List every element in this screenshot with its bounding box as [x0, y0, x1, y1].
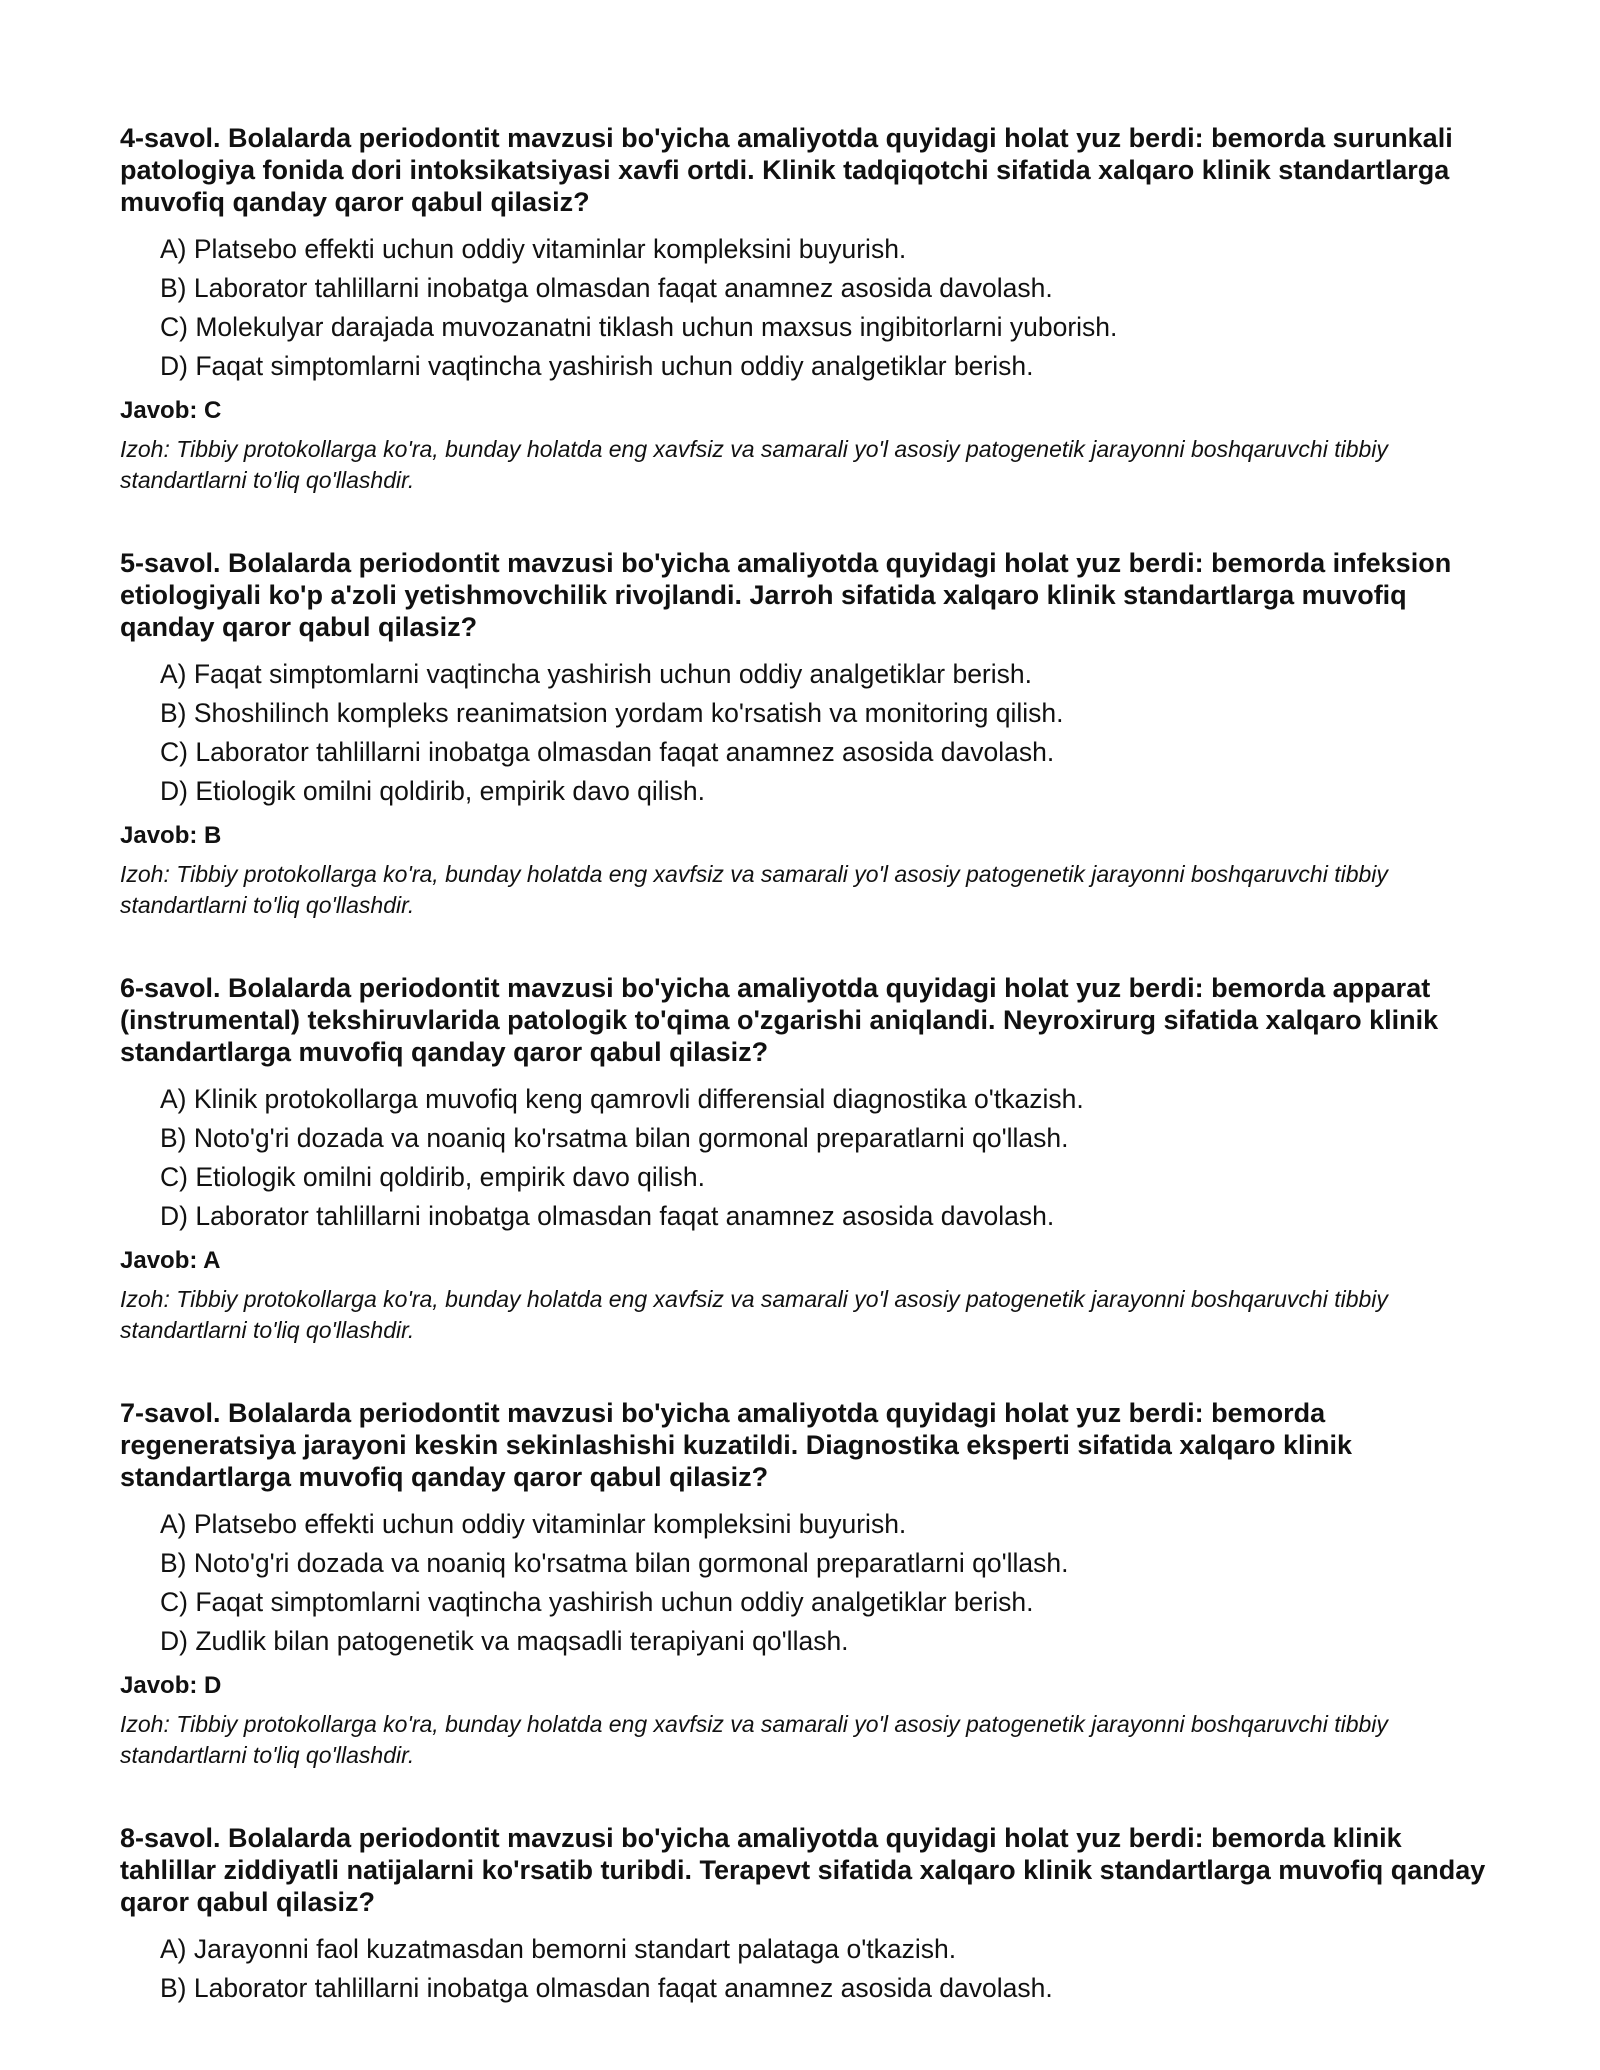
- option-a: A) Platsebo effekti uchun oddiy vitaminlar kompleksini buyurish.: [160, 234, 907, 264]
- document-page: [120, 122, 1500, 2059]
- question-5: [120, 547, 1500, 921]
- option-d: D) Etiologik omilni qoldirib, empirik davo qilish.: [160, 776, 705, 806]
- question-title: 4-savol. Bolalarda periodontit mavzusi bo'yicha amaliyotda quyidagi holat yuz berdi: bemorda surunkali patologiya fonida dori intoksikatsiyasi xavfi ortdi. Klinik tadqiqotchi sifatida xalqaro klinik standartlarga muvofiq qanday qaror qabul qilasiz?: [120, 123, 1453, 217]
- option-c: C) Etiologik omilni qoldirib, empirik davo qilish.: [160, 1162, 705, 1192]
- explanation-note: Izoh: Tibbiy protokollarga ko'ra, bunday holatda eng xavfsiz va samarali yo'l asosiy patogenetik jarayonni boshqaruvchi tibbiy standartlarni to'liq qo'llashdir.: [120, 861, 1388, 918]
- question-7: [120, 1397, 1500, 1771]
- options-list: [120, 1930, 1500, 2008]
- option-a: A) Jarayonni faol kuzatmasdan bemorni standart palataga o'tkazish.: [160, 1934, 957, 1964]
- option-d: D) Laborator tahlillarni inobatga olmasdan faqat anamnez asosida davolash.: [160, 1201, 1055, 1231]
- explanation-note: Izoh: Tibbiy protokollarga ko'ra, bunday holatda eng xavfsiz va samarali yo'l asosiy patogenetik jarayonni boshqaruvchi tibbiy standartlarni to'liq qo'llashdir.: [120, 1286, 1388, 1343]
- option-d: D) Faqat simptomlarni vaqtincha yashirish uchun oddiy analgetiklar berish.: [160, 351, 1034, 381]
- option-a: A) Klinik protokollarga muvofiq keng qamrovli differensial diagnostika o'tkazish.: [160, 1084, 1084, 1114]
- options-list: [120, 230, 1500, 386]
- option-c: C) Laborator tahlillarni inobatga olmasdan faqat anamnez asosida davolash.: [160, 737, 1055, 767]
- question-8: [120, 1822, 1500, 2008]
- option-b: B) Noto'g'ri dozada va noaniq ko'rsatma bilan gormonal preparatlarni qo'llash.: [160, 1548, 1069, 1578]
- question-4: [120, 122, 1500, 496]
- options-list: [120, 1080, 1500, 1236]
- options-list: [120, 655, 1500, 811]
- option-a: A) Faqat simptomlarni vaqtincha yashirish uchun oddiy analgetiklar berish.: [160, 659, 1032, 689]
- option-b: B) Shoshilinch kompleks reanimatsion yordam ko'rsatish va monitoring qilish.: [160, 698, 1064, 728]
- option-d: D) Zudlik bilan patogenetik va maqsadli terapiyani qo'llash.: [160, 1626, 849, 1656]
- option-c: C) Molekulyar darajada muvozanatni tiklash uchun maxsus ingibitorlarni yuborish.: [160, 312, 1118, 342]
- question-title: 8-savol. Bolalarda periodontit mavzusi bo'yicha amaliyotda quyidagi holat yuz berdi: bemorda klinik tahlillar ziddiyatli natijalarni ko'rsatib turibdi. Terapevt sifatida xalqaro klinik standartlarga muvofiq qanday qaror qabul qilasiz?: [120, 1823, 1486, 1917]
- options-list: [120, 1505, 1500, 1661]
- option-c: C) Faqat simptomlarni vaqtincha yashirish uchun oddiy analgetiklar berish.: [160, 1587, 1034, 1617]
- explanation-note: Izoh: Tibbiy protokollarga ko'ra, bunday holatda eng xavfsiz va samarali yo'l asosiy patogenetik jarayonni boshqaruvchi tibbiy standartlarni to'liq qo'llashdir.: [120, 436, 1388, 493]
- question-title: 5-savol. Bolalarda periodontit mavzusi bo'yicha amaliyotda quyidagi holat yuz berdi: bemorda infeksion etiologiyali ko'p a'zoli yetishmovchilik rivojlandi. Jarroh sifatida xalqaro klinik standartlarga muvofiq qanday qaror qabul qilasiz?: [120, 548, 1452, 642]
- answer-label: Javob: D: [120, 1672, 222, 1699]
- answer-label: Javob: A: [120, 1247, 221, 1274]
- option-b: B) Noto'g'ri dozada va noaniq ko'rsatma bilan gormonal preparatlarni qo'llash.: [160, 1123, 1069, 1153]
- option-a: A) Platsebo effekti uchun oddiy vitaminlar kompleksini buyurish.: [160, 1509, 907, 1539]
- question-title: 7-savol. Bolalarda periodontit mavzusi bo'yicha amaliyotda quyidagi holat yuz berdi: bemorda regeneratsiya jarayoni keskin sekinlashishi kuzatildi. Diagnostika eksperti sifatida xalqaro klinik standartlarga muvofiq qanday qaror qabul qilasiz?: [120, 1398, 1353, 1492]
- answer-label: Javob: C: [120, 397, 222, 424]
- question-6: [120, 972, 1500, 1346]
- explanation-note: Izoh: Tibbiy protokollarga ko'ra, bunday holatda eng xavfsiz va samarali yo'l asosiy patogenetik jarayonni boshqaruvchi tibbiy standartlarni to'liq qo'llashdir.: [120, 1711, 1388, 1768]
- question-title: 6-savol. Bolalarda periodontit mavzusi bo'yicha amaliyotda quyidagi holat yuz berdi: bemorda apparat (instrumental) tekshiruvlarida patologik to'qima o'zgarishi aniqlandi. Neyroxirurg sifatida xalqaro klinik standartlarga muvofiq qanday qaror qabul qilasiz?: [120, 973, 1439, 1067]
- option-b: B) Laborator tahlillarni inobatga olmasdan faqat anamnez asosida davolash.: [160, 1973, 1053, 2003]
- option-b: B) Laborator tahlillarni inobatga olmasdan faqat anamnez asosida davolash.: [160, 273, 1053, 303]
- answer-label: Javob: B: [120, 822, 222, 849]
